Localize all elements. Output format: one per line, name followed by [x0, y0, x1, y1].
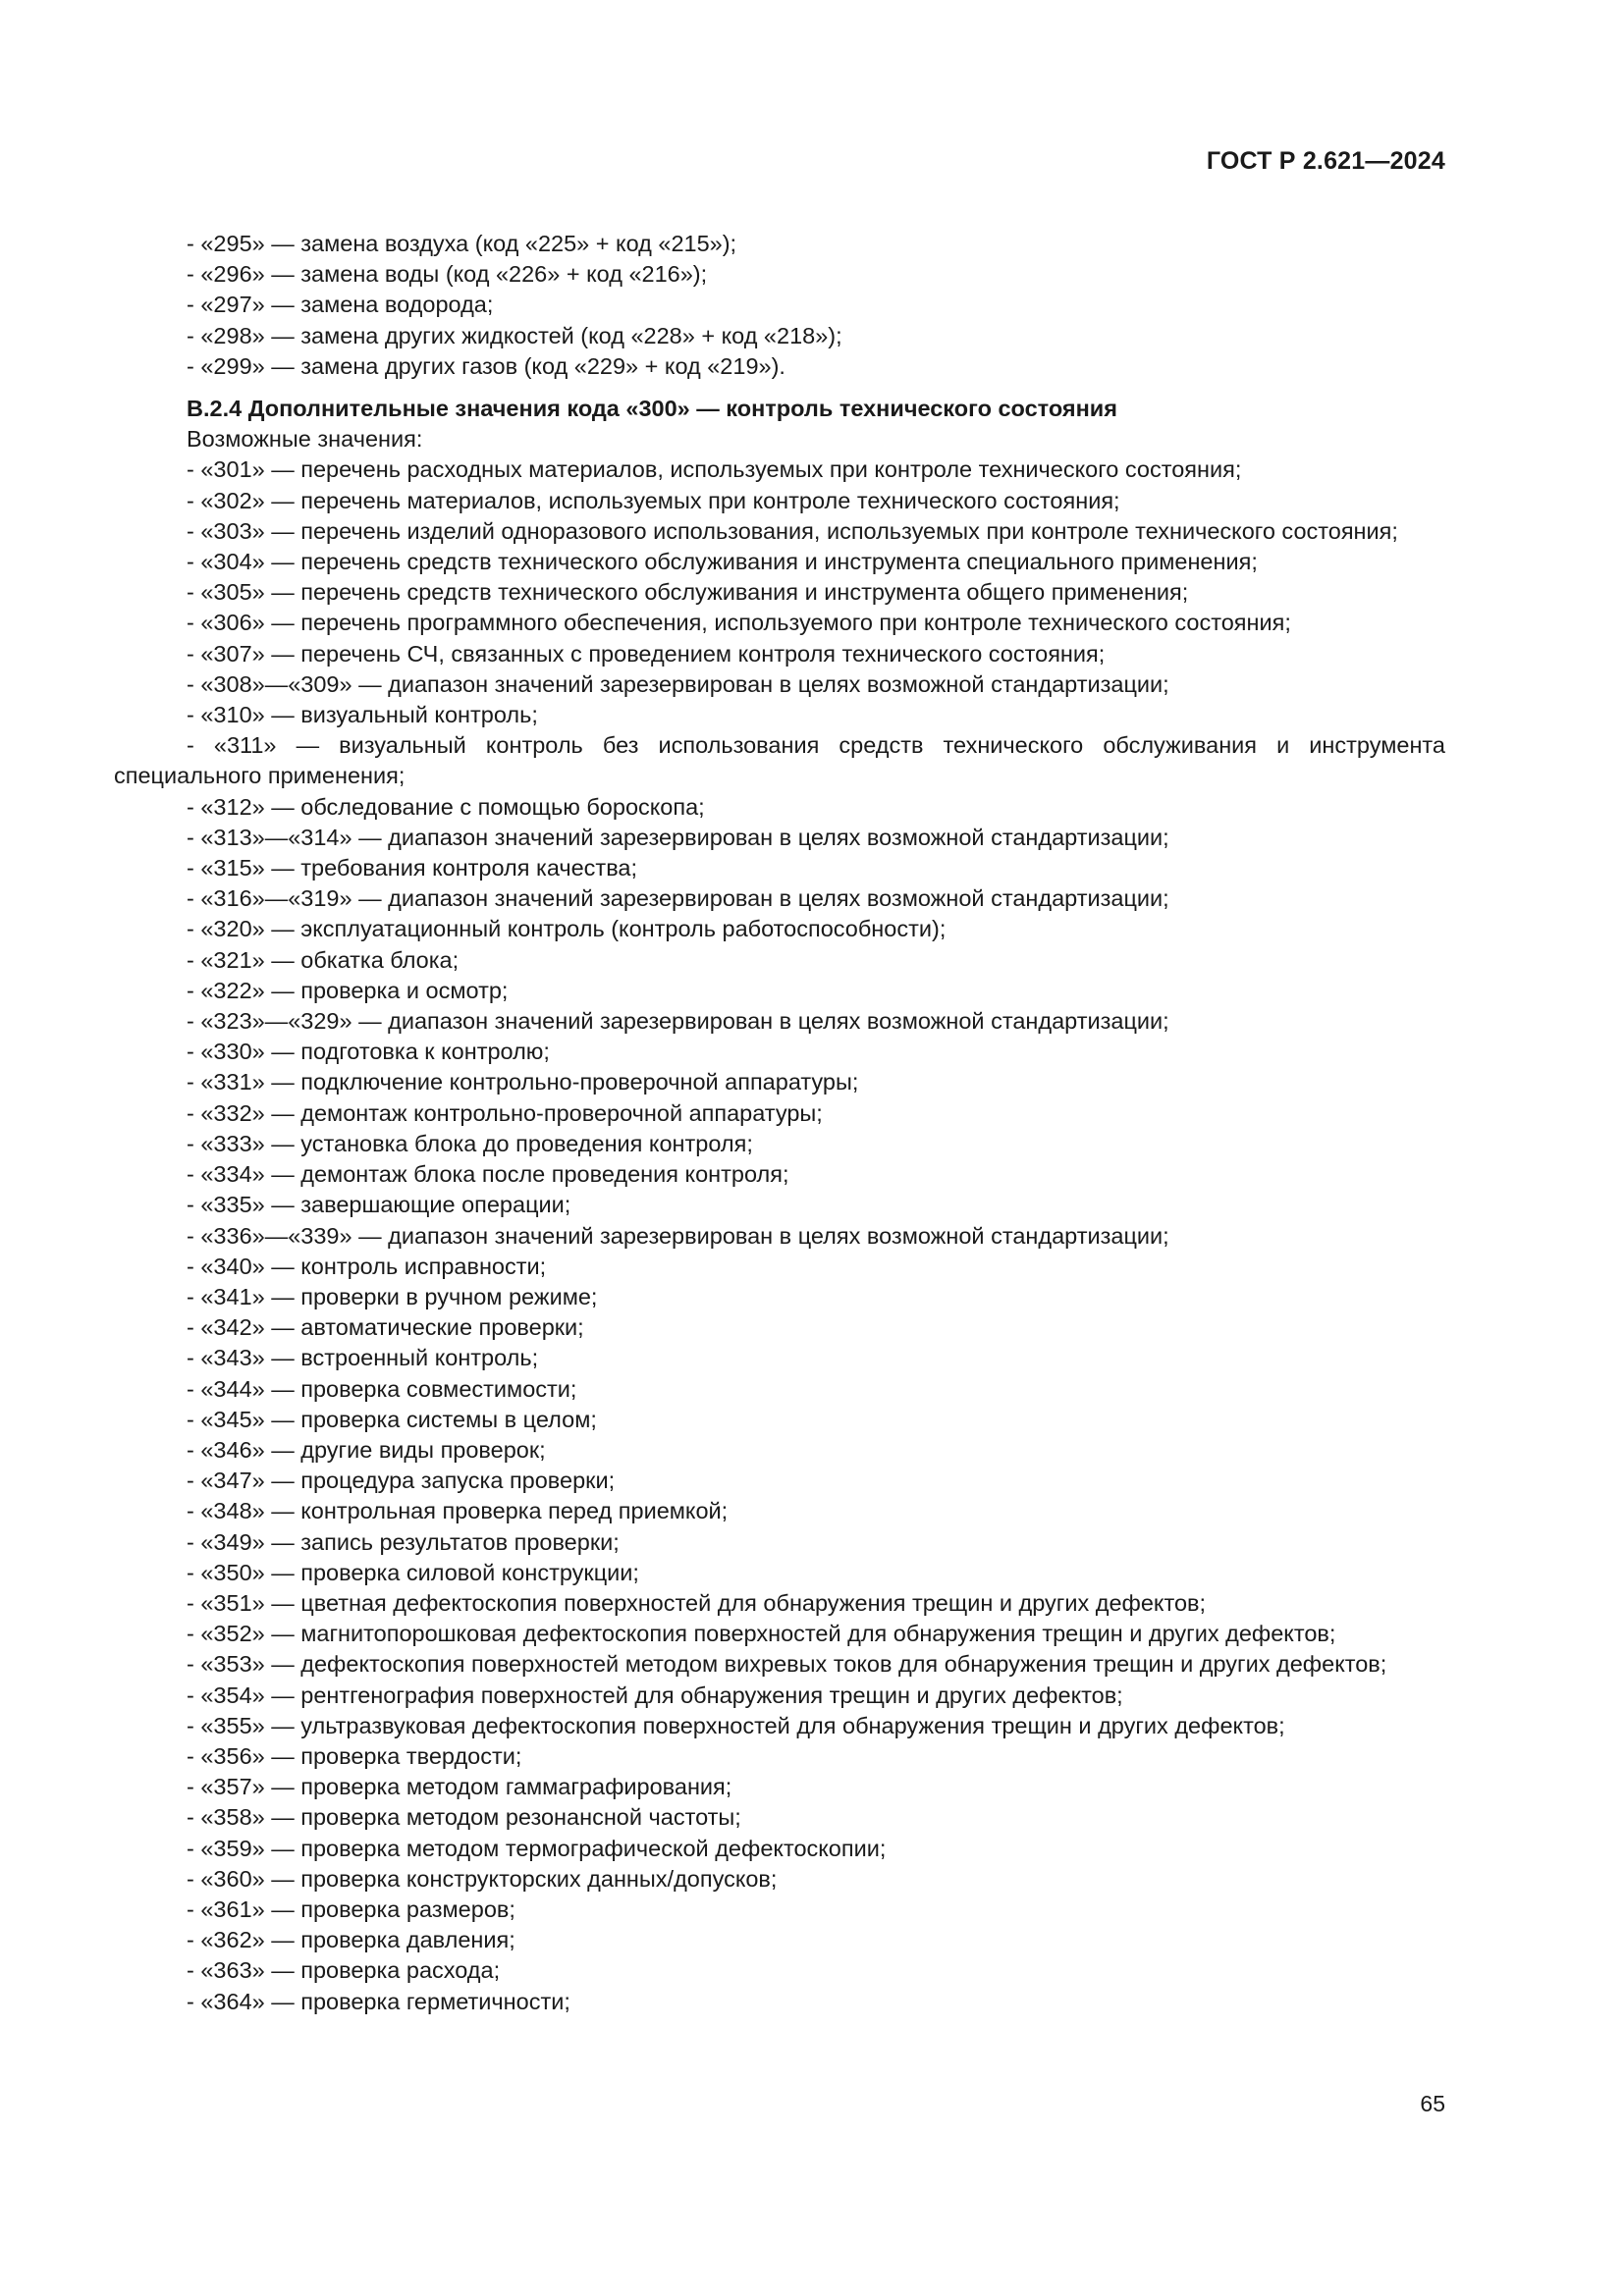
list-item: - «295» — замена воздуха (код «225» + код «215»);: [187, 231, 737, 256]
list-item: - «348» — контрольная проверка перед приемкой;: [187, 1498, 729, 1524]
list-item: - «313»—«314» — диапазон значений зарезервирован в целях возможной стандартизации;: [187, 824, 1169, 850]
list-item: - «361» — проверка размеров;: [187, 1896, 515, 1922]
list-item: - «354» — рентгенография поверхностей для обнаружения трещин и других дефектов;: [187, 1682, 1123, 1708]
list-item: - «322» — проверка и осмотр;: [187, 977, 509, 1003]
list-item: - «333» — установка блока до проведения контроля;: [187, 1130, 753, 1156]
list-item: - «332» — демонтаж контрольно-проверочной аппаратуры;: [187, 1099, 823, 1126]
list-item: - «340» — контроль исправности;: [187, 1253, 547, 1279]
list-item: - «316»—«319» — диапазон значений зарезервирован в целях возможной стандартизации;: [187, 885, 1169, 912]
list-item: - «320» — эксплуатационный контроль (контроль работоспособности);: [187, 916, 947, 942]
document-body: [114, 229, 1445, 2017]
list-item: - «358» — проверка методом резонансной частоты;: [187, 1804, 741, 1831]
list-item: - «330» — подготовка к контролю;: [187, 1039, 550, 1065]
section-intro: Возможные значения:: [187, 426, 423, 453]
list-item: - «334» — демонтаж блока после проведения контроля;: [187, 1161, 789, 1188]
list-item: - «335» — завершающие операции;: [187, 1192, 571, 1218]
list-item: - «299» — замена других газов (код «229» + код «219»).: [187, 352, 785, 379]
list-item: - «321» — обкатка блока;: [187, 946, 460, 973]
list-item: - «315» — требования контроля качества;: [187, 855, 638, 881]
list-item: - «344» — проверка совместимости;: [187, 1375, 577, 1402]
page-number: 65: [1420, 2091, 1445, 2116]
list-item: - «355» — ультразвуковая дефектоскопия поверхностей для обнаружения трещин и других дефектов;: [187, 1712, 1285, 1738]
list-item: - «362» — проверка давления;: [187, 1927, 515, 1953]
list-item: - «364» — проверка герметичности;: [187, 1988, 570, 2014]
list-item: - «346» — другие виды проверок;: [187, 1436, 546, 1463]
list-item: - «298» — замена других жидкостей (код «228» + код «218»);: [187, 322, 842, 348]
list-item: - «357» — проверка методом гаммаграфирования;: [187, 1774, 732, 1800]
list-item: - «345» — проверка системы в целом;: [187, 1406, 597, 1432]
section-list: [114, 454, 1445, 2016]
list-item: - «359» — проверка методом термографической дефектоскопии;: [187, 1835, 887, 1861]
section-heading: В.2.4 Дополнительные значения кода «300» — контроль технического состояния: [187, 396, 1117, 422]
list-item: - «302» — перечень материалов, используемых при контроле технического состояния;: [187, 487, 1120, 513]
list-item: - «311» — визуальный контроль без использования средств технического обслуживания и инструмента специального применения;: [114, 732, 1445, 789]
list-item: - «331» — подключение контрольно-проверочной аппаратуры;: [187, 1069, 859, 1095]
list-item: - «305» — перечень средств технического обслуживания и инструмента общего применения;: [187, 579, 1189, 606]
document-header: ГОСТ Р 2.621—2024: [1206, 147, 1445, 175]
list-item: - «363» — проверка расхода;: [187, 1957, 501, 1984]
list-item: - «343» — встроенный контроль;: [187, 1345, 539, 1371]
list-item: - «308»—«309» — диапазон значений зарезервирован в целях возможной стандартизации;: [187, 670, 1169, 697]
list-item: - «297» — замена водорода;: [187, 292, 494, 318]
top-list: [114, 229, 1445, 382]
list-item: - «351» — цветная дефектоскопия поверхностей для обнаружения трещин и других дефектов;: [187, 1589, 1207, 1616]
list-item: - «356» — проверка твердости;: [187, 1742, 522, 1769]
list-item: - «360» — проверка конструкторских данных/допусков;: [187, 1865, 778, 1892]
list-item: - «341» — проверки в ручном режиме;: [187, 1283, 598, 1309]
list-item: - «350» — проверка силовой конструкции;: [187, 1559, 639, 1585]
list-item: - «310» — визуальный контроль;: [187, 702, 538, 728]
list-item: - «353» — дефектоскопия поверхностей методом вихревых токов для обнаружения трещин и других дефектов;: [187, 1651, 1387, 1678]
list-item: - «336»—«339» — диапазон значений зарезервирован в целях возможной стандартизации;: [187, 1222, 1169, 1249]
list-item: - «301» — перечень расходных материалов, используемых при контроле технического состояния;: [187, 456, 1242, 483]
list-item: - «347» — процедура запуска проверки;: [187, 1468, 616, 1494]
list-item: - «352» — магнитопорошковая дефектоскопия поверхностей для обнаружения трещин и других дефектов;: [187, 1621, 1336, 1647]
list-item: - «307» — перечень СЧ, связанных с проведением контроля технического состояния;: [187, 640, 1106, 667]
list-item: - «306» — перечень программного обеспечения, используемого при контроле технического состояния;: [187, 610, 1291, 636]
list-item: - «304» — перечень средств технического обслуживания и инструмента специального применения;: [187, 549, 1258, 575]
list-item: - «323»—«329» — диапазон значений зарезервирован в целях возможной стандартизации;: [187, 1008, 1169, 1035]
list-item: - «349» — запись результатов проверки;: [187, 1528, 620, 1555]
list-item: - «312» — обследование с помощью бороскопа;: [187, 793, 705, 820]
list-item: - «296» — замена воды (код «226» + код «216»);: [187, 261, 708, 288]
list-item: - «342» — автоматические проверки;: [187, 1314, 584, 1341]
list-item: - «303» — перечень изделий одноразового использования, используемых при контроле технического состояния;: [187, 517, 1398, 544]
